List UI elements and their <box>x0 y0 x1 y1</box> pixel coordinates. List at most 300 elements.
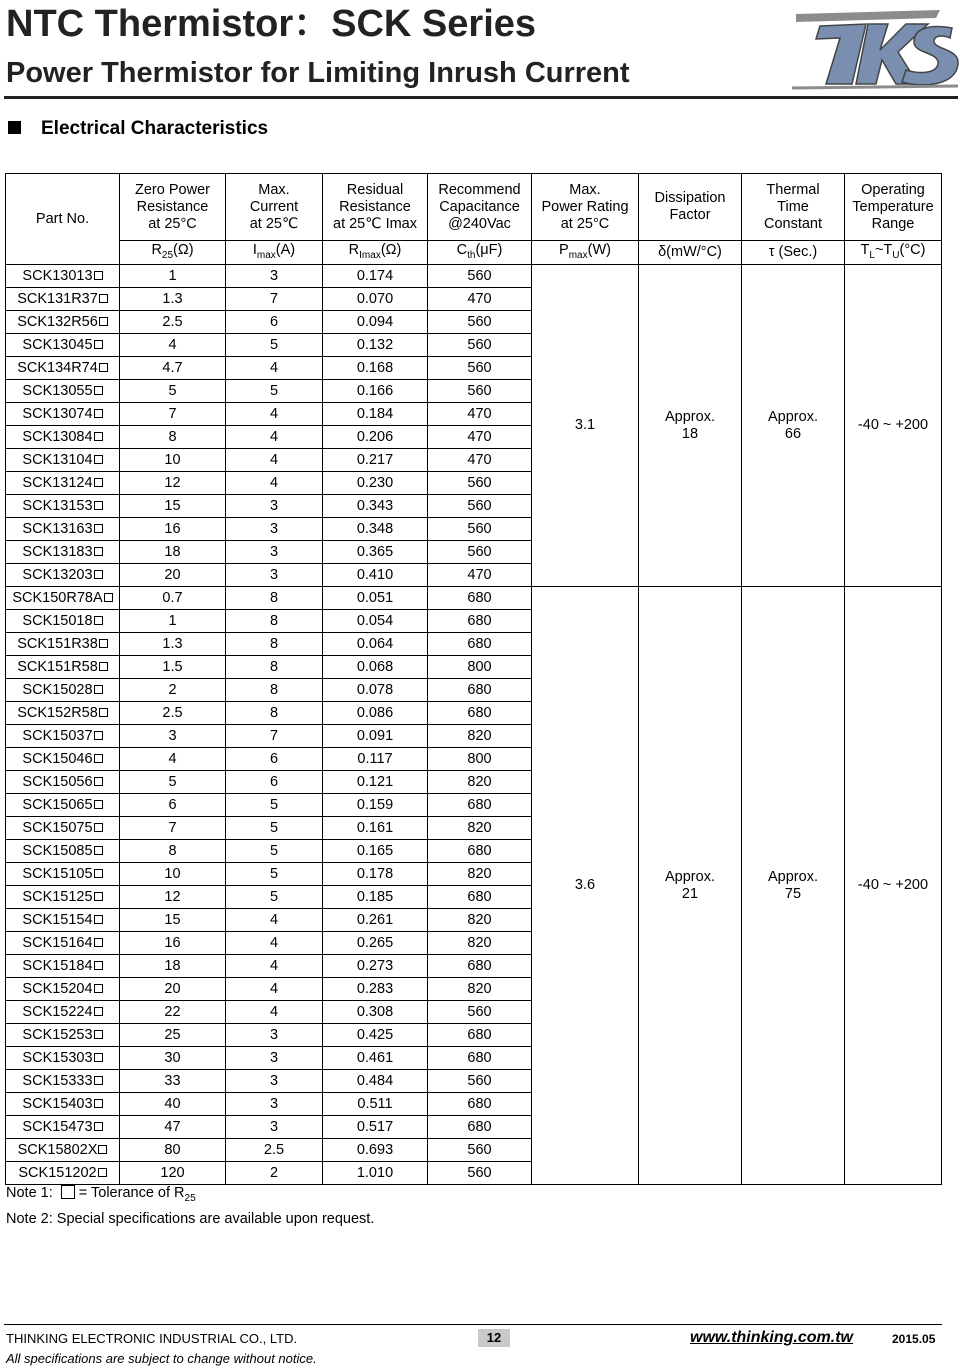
current-cell <box>226 817 323 840</box>
capacitance-cell <box>428 1047 532 1070</box>
page-title: NTC Thermistor：SCK Series <box>6 3 537 45</box>
residual-cell-text: 0.217 <box>356 451 394 468</box>
tolerance-box-icon <box>98 1145 107 1154</box>
part-no-cell <box>6 610 120 633</box>
current-cell-text: 5 <box>269 336 279 353</box>
capacitance-cell <box>428 909 532 932</box>
resistance-cell-text: 10 <box>164 451 181 468</box>
part-no-cell-text: SCK13124 <box>22 474 93 491</box>
part-no-cell <box>6 863 120 886</box>
resistance-cell-text: 1.3 <box>162 290 183 307</box>
current-cell-text: 4 <box>269 451 279 468</box>
part-no-cell <box>6 380 120 403</box>
resistance-cell <box>120 656 226 679</box>
resistance-cell-text: 7 <box>168 405 177 422</box>
current-cell-text: 8 <box>269 612 279 629</box>
tolerance-box-icon <box>61 1185 75 1199</box>
resistance-cell <box>120 472 226 495</box>
tolerance-box-icon <box>99 639 108 648</box>
residual-cell-text: 0.206 <box>356 428 394 445</box>
part-no-cell-text: SCK15184 <box>22 957 93 974</box>
capacitance-cell-text: 820 <box>467 911 492 928</box>
capacitance-cell <box>428 1139 532 1162</box>
header-dissipation-factor <box>639 174 742 241</box>
part-no-cell <box>6 334 120 357</box>
current-cell-text: 3 <box>269 1072 279 1089</box>
square-bullet-icon <box>8 121 21 134</box>
part-no-cell <box>6 817 120 840</box>
unit-symbol: R <box>151 241 162 258</box>
current-cell <box>226 495 323 518</box>
current-cell-text: 3 <box>269 520 279 537</box>
capacitance-cell <box>428 679 532 702</box>
resistance-cell <box>120 541 226 564</box>
thermal-cell <box>742 587 845 1185</box>
part-no-cell <box>6 794 120 817</box>
section-heading <box>8 118 268 140</box>
part-no-cell <box>6 656 120 679</box>
part-no-cell-text: SCK151R38 <box>17 635 98 652</box>
temperature-cell: -40 ~ +200 <box>845 587 942 1185</box>
residual-cell <box>323 1001 428 1024</box>
capacitance-cell-text: 680 <box>467 704 492 721</box>
current-cell <box>226 334 323 357</box>
capacitance-cell-text: 680 <box>467 635 492 652</box>
resistance-cell-text: 12 <box>164 888 181 905</box>
resistance-cell-text: 16 <box>164 934 181 951</box>
resistance-cell-text: 8 <box>168 428 177 445</box>
residual-cell <box>323 633 428 656</box>
capacitance-cell-text: 560 <box>467 1003 492 1020</box>
current-cell <box>226 932 323 955</box>
part-no-cell-text: SCK131R37 <box>17 290 98 307</box>
current-cell <box>226 886 323 909</box>
residual-cell <box>323 1139 428 1162</box>
current-cell <box>226 955 323 978</box>
capacitance-cell <box>428 1093 532 1116</box>
residual-cell-text: 0.308 <box>356 1003 394 1020</box>
tolerance-box-icon <box>94 846 103 855</box>
current-cell-text: 5 <box>269 382 279 399</box>
residual-cell-text: 1.010 <box>356 1164 394 1181</box>
part-no-cell-text: SCK132R56 <box>17 313 98 330</box>
current-cell-text: 3 <box>269 1049 279 1066</box>
part-no-cell <box>6 1162 120 1185</box>
residual-cell-text: 0.185 <box>356 888 394 905</box>
part-no-cell <box>6 932 120 955</box>
resistance-cell-text: 1 <box>168 267 177 284</box>
capacitance-cell <box>428 978 532 1001</box>
current-cell-text: 3 <box>269 543 279 560</box>
current-cell <box>226 1116 323 1139</box>
power-rating-cell: 3.1 <box>532 265 639 587</box>
header-line: Recommend <box>438 181 521 198</box>
resistance-cell <box>120 518 226 541</box>
current-cell <box>226 1024 323 1047</box>
residual-cell <box>323 1162 428 1185</box>
part-no-cell <box>6 771 120 794</box>
part-no-cell <box>6 357 120 380</box>
residual-cell <box>323 679 428 702</box>
residual-cell-text: 0.159 <box>356 796 394 813</box>
current-cell-text: 4 <box>269 474 279 491</box>
tolerance-box-icon <box>94 478 103 487</box>
tolerance-box-icon <box>94 432 103 441</box>
capacitance-cell-text: 820 <box>467 819 492 836</box>
tolerance-box-icon <box>94 1007 103 1016</box>
unit-subscript: max <box>256 249 276 261</box>
current-cell <box>226 1047 323 1070</box>
current-cell-text: 7 <box>269 727 279 744</box>
resistance-cell <box>120 702 226 725</box>
residual-cell-text: 0.230 <box>356 474 394 491</box>
resistance-cell-text: 3 <box>168 727 177 744</box>
residual-cell-text: 0.174 <box>356 267 394 284</box>
header-rule <box>4 96 958 99</box>
current-cell <box>226 311 323 334</box>
residual-cell <box>323 794 428 817</box>
residual-cell <box>323 1047 428 1070</box>
resistance-cell <box>120 610 226 633</box>
resistance-cell-text: 22 <box>164 1003 181 1020</box>
part-no-cell <box>6 1001 120 1024</box>
note-1-sub: 25 <box>184 1192 196 1204</box>
part-no-cell <box>6 449 120 472</box>
capacitance-cell-text: 800 <box>467 750 492 767</box>
unit-suffix: (A) <box>275 241 296 258</box>
unit-suffix: (μF) <box>475 241 503 258</box>
residual-cell <box>323 357 428 380</box>
unit-residual-resistance <box>323 241 428 265</box>
current-cell <box>226 380 323 403</box>
tolerance-box-icon <box>94 731 103 740</box>
residual-cell <box>323 909 428 932</box>
tolerance-box-icon <box>94 409 103 418</box>
tks-logo <box>790 4 960 92</box>
capacitance-cell <box>428 403 532 426</box>
resistance-cell <box>120 1093 226 1116</box>
current-cell-text: 8 <box>269 681 279 698</box>
resistance-cell-text: 2.5 <box>162 704 183 721</box>
unit-symbol: I <box>252 241 257 258</box>
residual-cell-text: 0.132 <box>356 336 394 353</box>
residual-cell-text: 0.461 <box>356 1049 394 1066</box>
current-cell-text: 7 <box>269 290 279 307</box>
electrical-characteristics-table <box>5 173 942 1185</box>
residual-cell <box>323 748 428 771</box>
residual-cell-text: 0.086 <box>356 704 394 721</box>
capacitance-cell <box>428 771 532 794</box>
part-no-cell <box>6 886 120 909</box>
current-cell-text: 5 <box>269 842 279 859</box>
part-no-cell <box>6 472 120 495</box>
part-no-cell-text: SCK15075 <box>22 819 93 836</box>
capacitance-cell <box>428 449 532 472</box>
resistance-cell-text: 15 <box>164 497 181 514</box>
capacitance-cell <box>428 817 532 840</box>
units-row <box>6 241 942 265</box>
residual-cell-text: 0.168 <box>356 359 394 376</box>
residual-cell <box>323 380 428 403</box>
header-line: Capacitance <box>439 198 520 215</box>
part-no-cell-text: SCK15802X <box>17 1141 98 1158</box>
resistance-cell <box>120 1070 226 1093</box>
note-2: Note 2: Special specifications are available upon request. <box>6 1211 375 1228</box>
current-cell-text: 8 <box>269 589 279 606</box>
unit-suffix: (°C) <box>899 241 926 258</box>
resistance-cell <box>120 426 226 449</box>
page-number: 12 <box>478 1329 510 1347</box>
tolerance-box-icon <box>99 708 108 717</box>
part-no-cell-text: SCK15056 <box>22 773 93 790</box>
current-cell <box>226 840 323 863</box>
residual-cell <box>323 288 428 311</box>
current-cell <box>226 610 323 633</box>
residual-cell-text: 0.117 <box>357 750 393 767</box>
capacitance-cell-text: 680 <box>467 1049 492 1066</box>
residual-cell <box>323 1024 428 1047</box>
current-cell-text: 3 <box>269 566 279 583</box>
header-line: Factor <box>669 207 711 223</box>
part-no-cell-text: SCK15164 <box>22 934 93 951</box>
resistance-cell <box>120 288 226 311</box>
resistance-cell-text: 47 <box>164 1118 181 1135</box>
capacitance-cell <box>428 587 532 610</box>
current-cell <box>226 472 323 495</box>
tolerance-box-icon <box>94 685 103 694</box>
tolerance-box-icon <box>94 547 103 556</box>
resistance-cell <box>120 771 226 794</box>
resistance-cell-text: 10 <box>164 865 181 882</box>
current-cell <box>226 863 323 886</box>
resistance-cell-text: 18 <box>164 957 181 974</box>
capacitance-cell <box>428 955 532 978</box>
note-1-label: Note 1: <box>6 1185 53 1201</box>
part-no-cell-text: SCK13163 <box>22 520 93 537</box>
header-line: Power Rating <box>541 198 629 215</box>
header-max-power-rating <box>532 174 639 241</box>
capacitance-cell-text: 560 <box>467 313 492 330</box>
power-rating-cell: 3.6 <box>532 587 639 1185</box>
resistance-cell <box>120 334 226 357</box>
header-line: Operating <box>861 181 925 198</box>
part-no-cell <box>6 1116 120 1139</box>
residual-cell <box>323 656 428 679</box>
header-row <box>6 174 942 241</box>
resistance-cell-text: 5 <box>168 382 177 399</box>
residual-cell <box>323 265 428 288</box>
capacitance-cell-text: 560 <box>467 474 492 491</box>
header-line: Time <box>777 198 809 215</box>
resistance-cell <box>120 403 226 426</box>
resistance-cell <box>120 955 226 978</box>
part-no-cell <box>6 518 120 541</box>
tolerance-box-icon <box>94 754 103 763</box>
resistance-cell <box>120 1001 226 1024</box>
capacitance-cell-text: 820 <box>467 727 492 744</box>
header-line: Zero Power <box>135 181 210 198</box>
header-line: Resistance <box>339 198 411 215</box>
capacitance-cell-text: 560 <box>467 359 492 376</box>
part-no-cell-text: SCK13084 <box>22 428 93 445</box>
current-cell <box>226 679 323 702</box>
residual-cell-text: 0.410 <box>356 566 394 583</box>
capacitance-cell-text: 680 <box>467 612 492 629</box>
current-cell-text: 4 <box>269 1003 279 1020</box>
residual-cell-text: 0.365 <box>356 543 394 560</box>
resistance-cell-text: 20 <box>164 566 181 583</box>
tolerance-box-icon <box>94 616 103 625</box>
header-line: Range <box>871 215 915 232</box>
capacitance-cell-text: 820 <box>467 934 492 951</box>
capacitance-cell-text: 820 <box>467 773 492 790</box>
part-no-cell-text: SCK15105 <box>22 865 93 882</box>
part-no-cell-text: SCK15473 <box>22 1118 93 1135</box>
part-no-cell <box>6 403 120 426</box>
part-no-cell <box>6 311 120 334</box>
part-no-cell <box>6 679 120 702</box>
residual-cell <box>323 978 428 1001</box>
resistance-cell-text: 12 <box>164 474 181 491</box>
resistance-cell <box>120 449 226 472</box>
current-cell-text: 6 <box>269 773 279 790</box>
current-cell <box>226 909 323 932</box>
resistance-cell <box>120 909 226 932</box>
residual-cell <box>323 403 428 426</box>
current-cell <box>226 633 323 656</box>
part-no-cell <box>6 1093 120 1116</box>
residual-cell-text: 0.121 <box>356 773 394 790</box>
part-no-cell-text: SCK150R78A <box>12 589 103 606</box>
resistance-cell-text: 5 <box>168 773 177 790</box>
capacitance-cell-text: 680 <box>467 589 492 606</box>
resistance-cell <box>120 748 226 771</box>
tolerance-box-icon <box>94 455 103 464</box>
resistance-cell-text: 7 <box>168 819 177 836</box>
resistance-cell <box>120 380 226 403</box>
current-cell-text: 4 <box>269 405 279 422</box>
current-cell <box>226 449 323 472</box>
residual-cell-text: 0.078 <box>356 681 394 698</box>
current-cell <box>226 1162 323 1185</box>
capacitance-cell <box>428 656 532 679</box>
current-cell-text: 3 <box>269 1095 279 1112</box>
capacitance-cell-text: 680 <box>467 842 492 859</box>
footer-company: THINKING ELECTRONIC INDUSTRIAL CO., LTD. <box>6 1331 298 1346</box>
current-cell <box>226 564 323 587</box>
part-no-cell-text: SCK13203 <box>22 566 93 583</box>
resistance-cell-text: 20 <box>164 980 181 997</box>
footer-date: 2015.05 <box>892 1332 936 1346</box>
resistance-cell-text: 1.5 <box>162 658 183 675</box>
capacitance-cell-text: 470 <box>467 566 492 583</box>
residual-cell <box>323 1070 428 1093</box>
current-cell-text: 4 <box>269 359 279 376</box>
part-no-cell <box>6 725 120 748</box>
capacitance-cell <box>428 840 532 863</box>
dissipation-cell-line: 18 <box>681 425 699 442</box>
residual-cell <box>323 955 428 978</box>
resistance-cell-text: 1.3 <box>162 635 183 652</box>
part-no-cell-text: SCK15253 <box>22 1026 93 1043</box>
resistance-cell <box>120 863 226 886</box>
current-cell <box>226 771 323 794</box>
capacitance-cell <box>428 725 532 748</box>
residual-cell-text: 0.348 <box>356 520 394 537</box>
dissipation-cell-line: 21 <box>681 885 699 902</box>
unit-subscript: L <box>869 249 875 261</box>
tolerance-box-icon <box>94 1122 103 1131</box>
part-no-cell-text: SCK15303 <box>22 1049 93 1066</box>
resistance-cell-text: 33 <box>164 1072 181 1089</box>
capacitance-cell <box>428 518 532 541</box>
resistance-cell <box>120 633 226 656</box>
capacitance-cell <box>428 1024 532 1047</box>
unit-thermal-time-constant <box>742 241 845 265</box>
unit-max-power-rating <box>532 241 639 265</box>
dissipation-cell <box>639 587 742 1185</box>
header-zero-power-resistance <box>120 174 226 241</box>
part-no-cell-text: SCK15018 <box>22 612 93 629</box>
current-cell-text: 5 <box>269 888 279 905</box>
unit-suffix: (Ω) <box>380 241 402 258</box>
header-line: Current <box>249 198 299 215</box>
notes <box>6 1183 374 1230</box>
capacitance-cell-text: 560 <box>467 1164 492 1181</box>
part-no-cell-text: SCK15046 <box>22 750 93 767</box>
capacitance-cell <box>428 886 532 909</box>
tolerance-box-icon <box>94 1076 103 1085</box>
current-cell <box>226 1070 323 1093</box>
part-no-cell-text: SCK13074 <box>22 405 93 422</box>
resistance-cell <box>120 564 226 587</box>
current-cell <box>226 725 323 748</box>
part-no-cell-text: SCK134R74 <box>17 359 98 376</box>
capacitance-cell-text: 680 <box>467 957 492 974</box>
capacitance-cell <box>428 334 532 357</box>
footer-website-link[interactable]: www.thinking.com.tw <box>690 1329 853 1346</box>
capacitance-cell-text: 680 <box>467 888 492 905</box>
header-line: at 25°C <box>148 215 197 232</box>
tolerance-box-icon <box>94 823 103 832</box>
residual-cell-text: 0.064 <box>356 635 394 652</box>
tolerance-box-icon <box>94 501 103 510</box>
unit-symbol: P <box>559 241 569 258</box>
capacitance-cell <box>428 863 532 886</box>
tolerance-box-icon <box>94 271 103 280</box>
footer-rule <box>4 1324 942 1325</box>
current-cell-text: 6 <box>269 313 279 330</box>
part-no-cell-text: SCK15065 <box>22 796 93 813</box>
current-cell-text: 4 <box>269 980 279 997</box>
capacitance-cell <box>428 1001 532 1024</box>
residual-cell <box>323 817 428 840</box>
current-cell <box>226 518 323 541</box>
note-1-text: = Tolerance of R <box>78 1185 185 1201</box>
current-cell <box>226 794 323 817</box>
part-no-cell <box>6 633 120 656</box>
resistance-cell-text: 8 <box>168 842 177 859</box>
part-no-cell <box>6 1070 120 1093</box>
residual-cell <box>323 449 428 472</box>
thermal-cell-line: Approx. <box>768 868 818 885</box>
residual-cell-text: 0.511 <box>357 1095 393 1112</box>
resistance-cell-text: 120 <box>160 1164 185 1181</box>
dissipation-cell-line: Approx. <box>665 408 715 425</box>
part-no-cell-text: SCK13045 <box>22 336 93 353</box>
resistance-cell-text: 1 <box>168 612 177 629</box>
unit-subscript: th <box>467 249 476 261</box>
